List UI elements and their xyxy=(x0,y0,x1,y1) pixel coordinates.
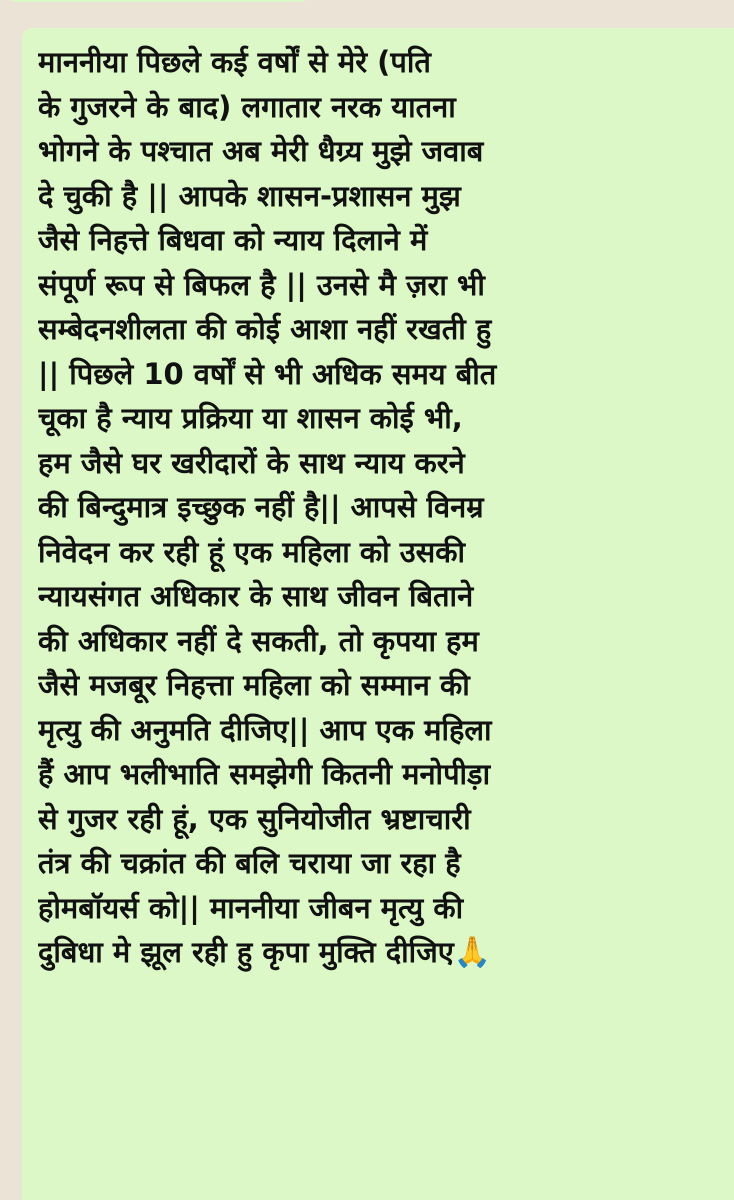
message-line: जैसे निहत्ते बिधवा को न्याय दिलाने में xyxy=(38,223,428,257)
message-line: न्यायसंगत अधिकार के साथ जीवन बिताने xyxy=(38,579,474,613)
message-line: के गुजरने के बाद) लगातार नरक यातना xyxy=(38,89,456,124)
message-line: हम जैसे घर खरीदारों के साथ न्याय करने xyxy=(38,445,465,480)
message-line: होमबॉयर्स को|| माननीया जीबन मृत्यु की xyxy=(38,890,464,925)
message-line: दे चुकी है || आपके शासन-प्रशासन मुझ xyxy=(38,178,461,213)
message-line: की बिन्दुमात्र इच्छुक नहीं है|| आपसे विनम्र xyxy=(38,490,484,524)
message-line: हैं आप भलीभाति समझेगी कितनी मनोपीड़ा xyxy=(38,757,491,791)
message-last-line xyxy=(38,930,726,976)
message-line: माननीया पिछले कई वर्षों से मेरे (पति xyxy=(38,45,431,79)
message-line: की अधिकार नहीं दे सकती, तो कृपया हम xyxy=(38,623,479,658)
message-line: तंत्र की चक्रांत की बलि चराया जा रहा है xyxy=(38,846,461,880)
message-line: निवेदन कर रही हूं एक महिला को उसकी xyxy=(38,534,465,569)
message-line: जैसे मजबूर निहत्ता महिला को सम्मान की xyxy=(38,668,470,702)
message-line: चूका है न्याय प्रक्रिया या शासन कोई भी, xyxy=(38,401,463,435)
message-line: मृत्यु की अनुमति दीजिए|| आप एक महिला xyxy=(38,712,492,747)
message-line: से गुजर रही हूं, एक सुनियोजीत भ्रष्टाचारी xyxy=(38,801,471,836)
previous-message-bubble[interactable] xyxy=(8,0,308,2)
message-line: भोगने के पश्चात अब मेरी धैग्र्य मुझे जवाब xyxy=(38,134,484,168)
message-line: सम्बेदनशीलता की कोई आशा नहीं रखती हु xyxy=(38,312,492,346)
folded-hands-icon: 🙏 xyxy=(453,935,492,970)
message-line-text: दुबिधा मे झूल रही हु कृपा मुक्ति दीजिए xyxy=(38,935,454,969)
message-line: || पिछले 10 वर्षों से भी अधिक समय बीत xyxy=(38,356,497,391)
message-bubble[interactable] xyxy=(22,28,734,1200)
message-line: संपूर्ण रूप से बिफल है || उनसे मै ज़रा भी xyxy=(38,267,485,302)
